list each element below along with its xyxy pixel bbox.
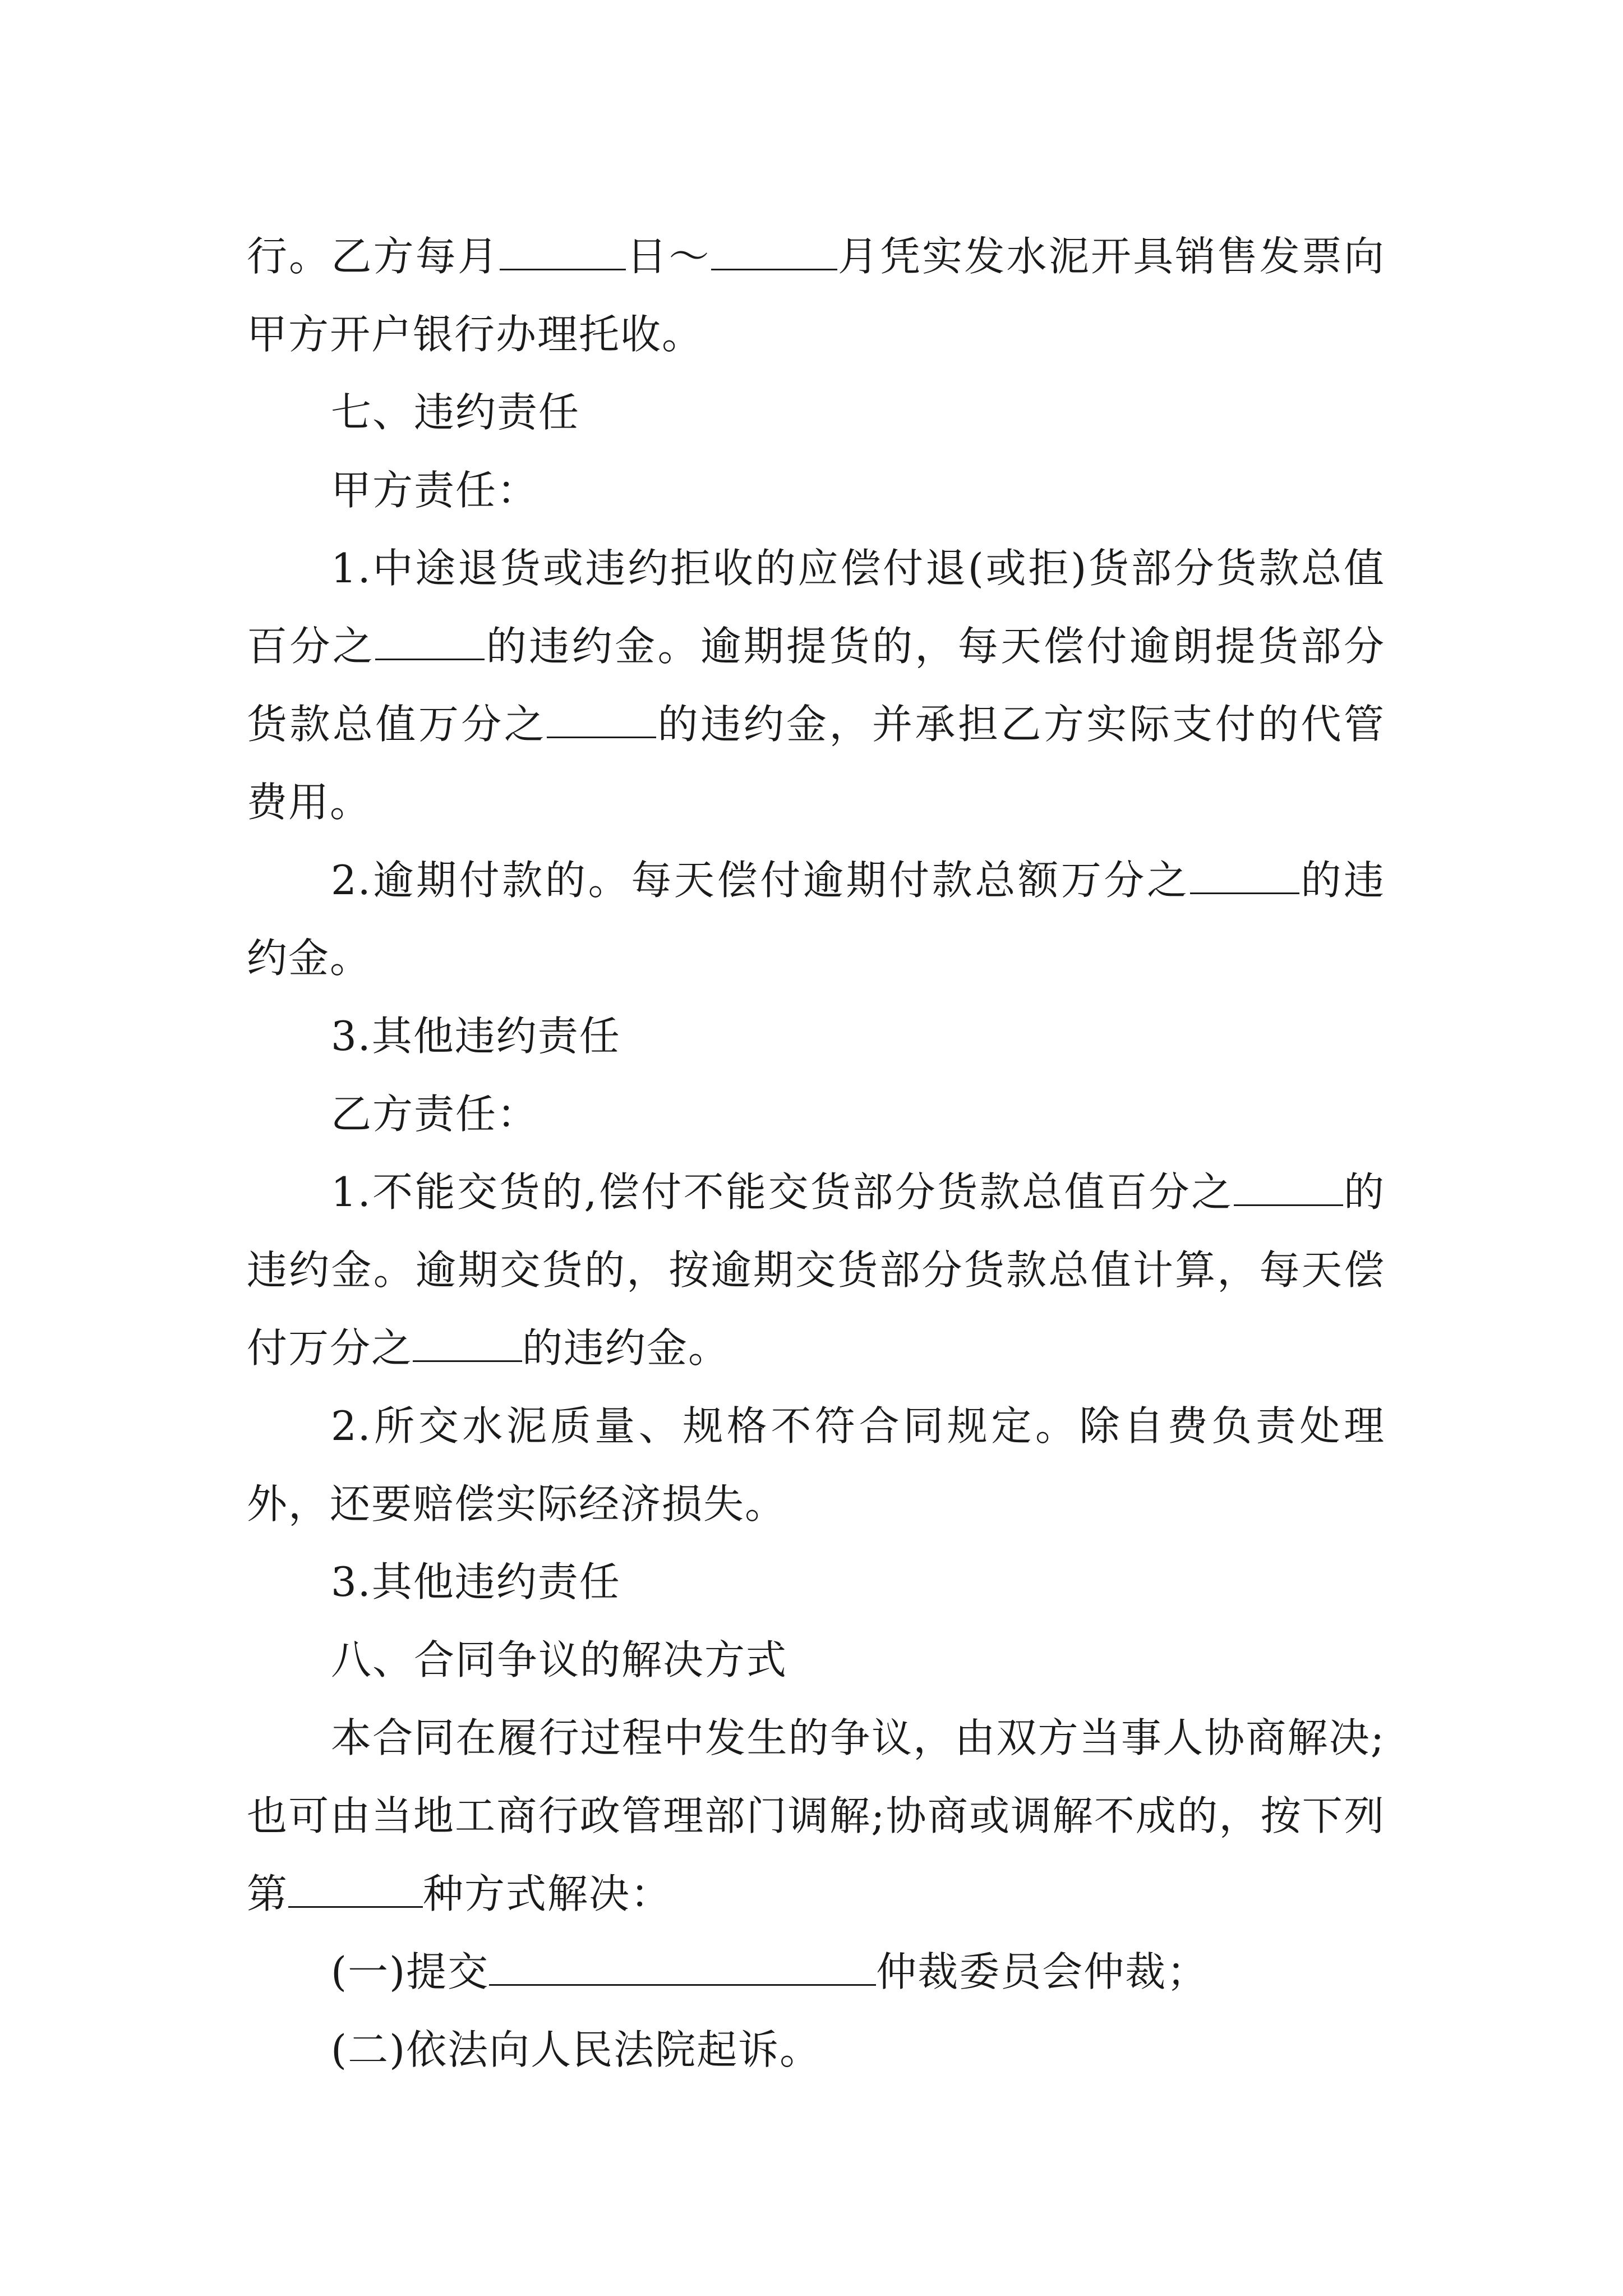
dispute-option-court: (二)依法向人民法院起诉。 xyxy=(331,2026,822,2073)
fill-in-blank xyxy=(547,702,656,738)
text-segment: 1.中途退货或违约拒收的应偿付退(或拒)货部分货款总值百分之 xyxy=(247,545,1385,670)
text-segment: 种方式解决： xyxy=(423,1870,672,1917)
text-segment: 的违约金。 xyxy=(247,857,1385,982)
party-b-heading: 乙方责任： xyxy=(331,1091,539,1138)
fill-in-blank xyxy=(1190,858,1299,894)
party-a-item-2 xyxy=(247,841,1385,997)
section-heading-liability: 七、违约责任 xyxy=(331,389,580,436)
party-a-item-1 xyxy=(247,530,1385,841)
text-segment: 的违约金。 xyxy=(522,1324,730,1372)
text-segment: 本合同在履行过程中发生的争议，由双方当事人协商解决;也可由当地工商行政管理部门调解;协商或调解不成的，按下列第 xyxy=(247,1714,1385,1917)
text-segment: 行。乙方每月 xyxy=(247,233,500,280)
dispute-clause xyxy=(247,1699,1385,1933)
text-segment: 的违约金。逾期提货的，每天偿付逾朗提货部分货款总值万分之 xyxy=(247,623,1385,748)
fill-in-blank xyxy=(711,234,837,270)
payment-clause-continuation xyxy=(247,218,1385,374)
party-b-item-2: 2.所交水泥质量、规格不符合同规定。除自费负责处理外，还要赔偿实际经济损失。 xyxy=(247,1402,1385,1527)
dispute-option-arbitration xyxy=(247,1933,1385,2011)
fill-in-blank xyxy=(288,1871,423,1908)
party-b-item-3: 3.其他违约责任 xyxy=(331,1558,621,1605)
text-segment: (一)提交 xyxy=(331,1948,490,1995)
text-segment: 的违约金。逾期交货的，按逾期交货部分货款总值计算，每天偿付万分之 xyxy=(247,1168,1385,1372)
party-a-heading: 甲方责任： xyxy=(331,467,539,514)
text-segment: 月凭实发水泥开具销售发票向甲方开户银行办理托收。 xyxy=(247,233,1385,358)
fill-in-blank xyxy=(500,234,626,270)
text-segment: 2.逾期付款的。每天偿付逾期付款总额万分之 xyxy=(331,857,1190,904)
fill-in-blank xyxy=(489,1949,876,1986)
text-segment: 仲裁委员会仲裁； xyxy=(876,1948,1209,1995)
document-body xyxy=(247,218,1385,2089)
text-segment: 1.不能交货的,偿付不能交货部分货款总值百分之 xyxy=(331,1168,1234,1216)
party-a-item-3: 3.其他违约责任 xyxy=(331,1013,621,1060)
party-b-item-1 xyxy=(247,1153,1385,1387)
text-segment: 日～ xyxy=(626,233,711,280)
fill-in-blank xyxy=(375,624,485,660)
section-heading-dispute: 八、合同争议的解决方式 xyxy=(331,1636,788,1683)
fill-in-blank xyxy=(413,1326,522,1362)
text-segment: 的违约金，并承担乙方实际支付的代管费用。 xyxy=(247,701,1385,826)
fill-in-blank xyxy=(1234,1170,1343,1206)
